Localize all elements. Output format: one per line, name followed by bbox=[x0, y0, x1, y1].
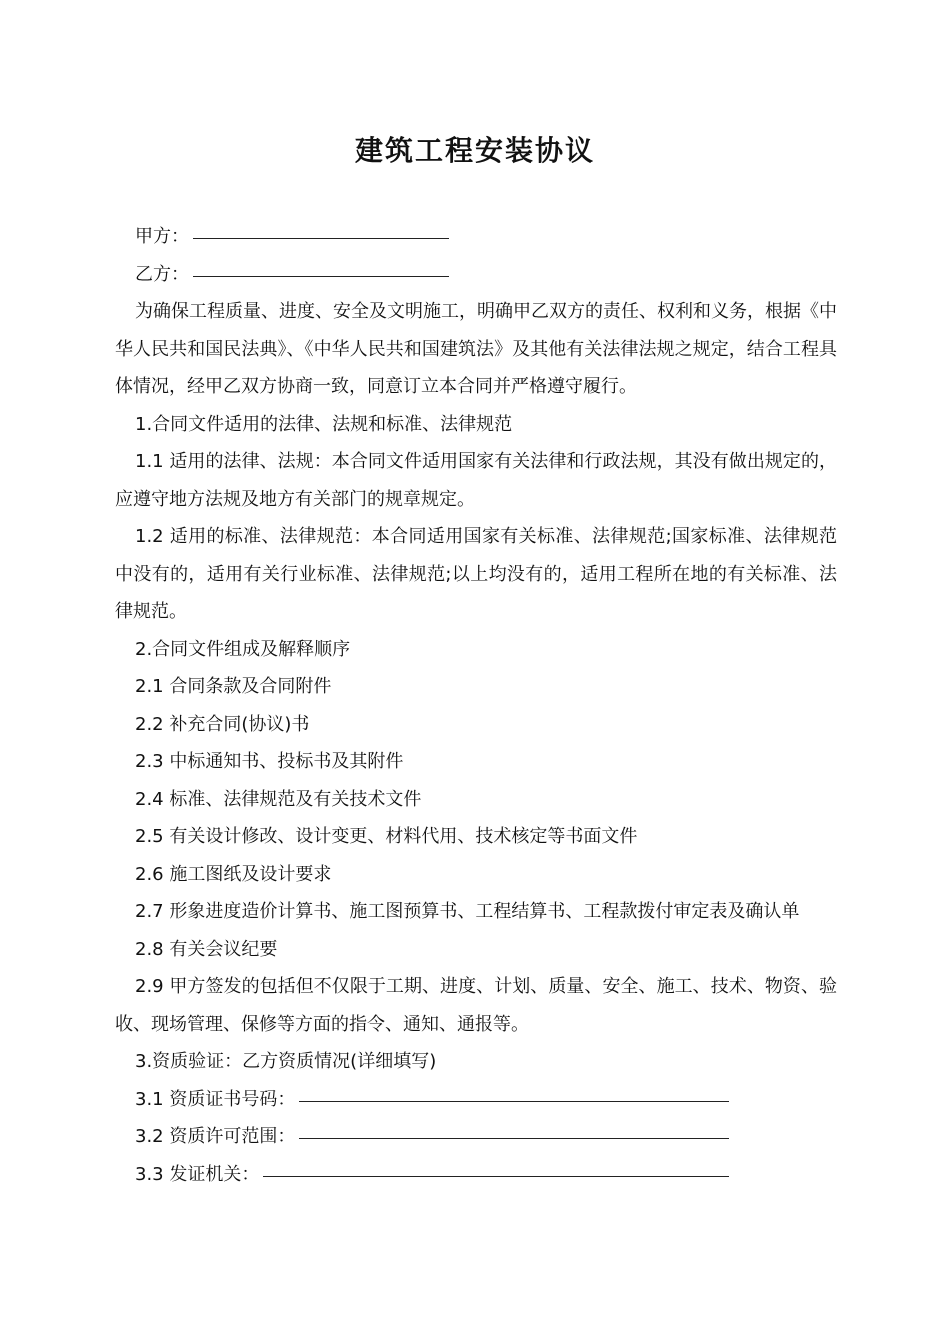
clause-3-3 bbox=[115, 1156, 837, 1194]
clause-2-9: 2.9 甲方签发的包括但不仅限于工期、进度、计划、质量、安全、施工、技术、物资、验收、现场管理、保修等方面的指令、通知、通报等。 bbox=[115, 976, 837, 1035]
clause-2-3: 2.3 中标通知书、投标书及其附件 bbox=[135, 751, 404, 772]
party-a-label: 甲方： bbox=[135, 226, 189, 247]
clause-2-5: 2.5 有关设计修改、设计变更、材料代用、技术核定等书面文件 bbox=[135, 826, 638, 847]
issuing-authority-label: 3.3 发证机关： bbox=[135, 1163, 260, 1185]
section-1-heading: 1.合同文件适用的法律、法规和标准、法律规范 bbox=[135, 413, 513, 435]
clause-2-6: 2.6 施工图纸及设计要求 bbox=[135, 863, 332, 885]
clause-3-2 bbox=[115, 1118, 837, 1156]
section-3-heading: 3.资质验证：乙方资质情况(详细填写) bbox=[135, 1051, 437, 1072]
party-b-blank bbox=[193, 276, 449, 277]
party-a-blank bbox=[193, 238, 449, 239]
clause-2-4: 2.4 标准、法律规范及有关技术文件 bbox=[135, 788, 422, 810]
cert-number-blank bbox=[299, 1101, 729, 1102]
document-title: 建筑工程安装协议 bbox=[354, 134, 595, 167]
license-scope-label: 3.2 资质许可范围： bbox=[135, 1126, 296, 1147]
preamble-paragraph: 为确保工程质量、进度、安全及文明施工，明确甲乙双方的责任、权利和义务，根据《中华人民共和国民法典》、《中华人民共和国建筑法》及其他有关法律法规之规定，结合工程具体情况，经甲乙双方协商一致，同意订立本合同并严格遵守履行。 bbox=[115, 301, 837, 397]
party-b-line bbox=[115, 256, 837, 294]
clause-2-1: 2.1 合同条款及合同附件 bbox=[135, 676, 332, 697]
document-body bbox=[115, 218, 837, 1193]
clause-2-8: 2.8 有关会议纪要 bbox=[135, 938, 278, 960]
clause-2-2: 2.2 补充合同(协议)书 bbox=[135, 713, 310, 735]
party-a-line bbox=[115, 218, 837, 256]
clause-2-7: 2.7 形象进度造价计算书、施工图预算书、工程结算书、工程款拨付审定表及确认单 bbox=[135, 901, 800, 922]
issuing-authority-blank bbox=[263, 1176, 729, 1177]
party-b-label: 乙方： bbox=[135, 263, 189, 285]
clause-3-1 bbox=[115, 1081, 837, 1119]
license-scope-blank bbox=[299, 1138, 729, 1139]
section-2-heading: 2.合同文件组成及解释顺序 bbox=[135, 638, 351, 660]
clause-1-2: 1.2 适用的标准、法律规范：本合同适用国家有关标准、法律规范;国家标准、法律规范中没有的，适用有关行业标准、法律规范;以上均没有的，适用工程所在地的有关标准、法律规范。 bbox=[115, 526, 837, 622]
cert-number-label: 3.1 资质证书号码： bbox=[135, 1088, 296, 1110]
clause-1-1: 1.1 适用的法律、法规：本合同文件适用国家有关法律和行政法规，其没有做出规定的，应遵守地方法规及地方有关部门的规章规定。 bbox=[115, 451, 837, 510]
